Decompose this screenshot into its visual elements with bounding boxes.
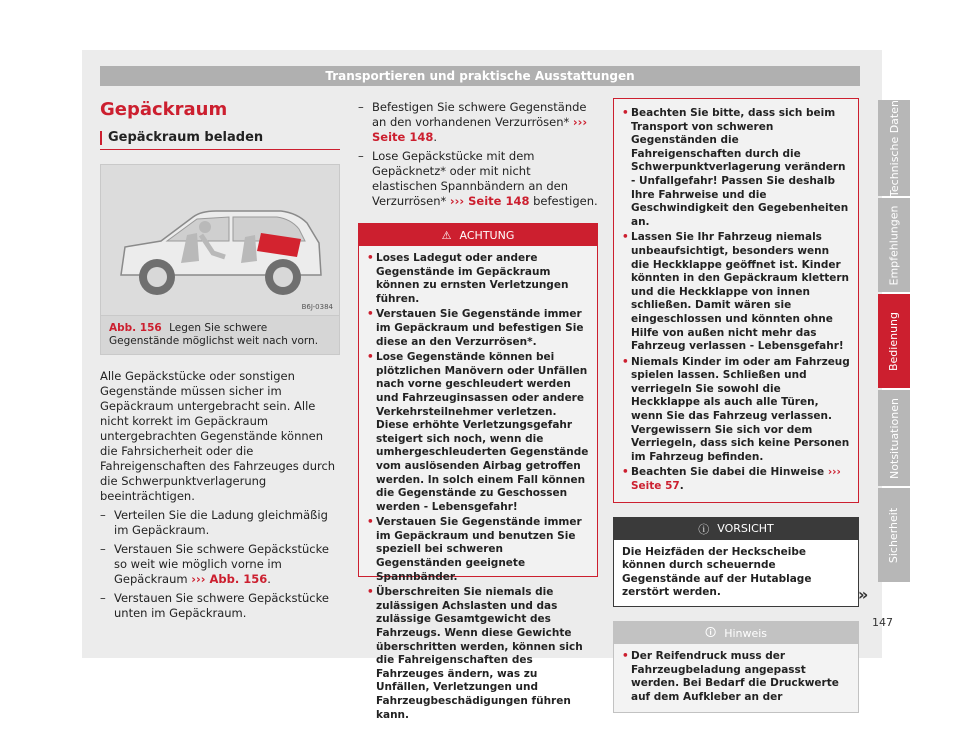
figure-number: Abb. 156: [109, 322, 162, 334]
warning-box-continued: [613, 98, 859, 503]
column-left: [100, 98, 340, 625]
warning-box: [358, 223, 598, 721]
caution-box: [613, 517, 859, 607]
list-item: – Verstauen Sie schwere Gepäckstücke unten im Gepäckraum.: [100, 591, 340, 621]
warning-heading: ACHTUNG: [459, 228, 515, 242]
page-link[interactable]: ››› Seite 148: [449, 194, 530, 208]
tab-label: Bedienung: [887, 311, 901, 371]
tab-empfehlungen[interactable]: [878, 198, 910, 292]
tab-label: Technische Daten: [887, 99, 901, 197]
figure-caption: [101, 316, 339, 354]
caution-text: Die Heizfäden der Heckscheibe können durch scheuernde Gegenstände auf der Hutablage zerstört werden.: [622, 545, 812, 599]
figure-link[interactable]: ››› Abb. 156: [191, 572, 268, 586]
loading-steps-list-cont: [358, 100, 598, 209]
car-side-view-icon: [101, 165, 339, 315]
tab-notsituationen[interactable]: [878, 390, 910, 486]
warning-bullet: • Lassen Sie Ihr Fahrzeug niemals unbeaufsichtigt, besonders wenn die Heckklappe geöffnet ist. Kinder könnten in den Gepäckraum klettern und die Heckklappe von innen schließen. Damit wären sie eingeschlossen und könnten ohne Hilfe von außen nicht mehr das Fahrzeug verlassen - Lebensgefahr!: [622, 231, 850, 353]
caution-header: [614, 518, 858, 540]
tab-technische-daten[interactable]: [878, 100, 910, 196]
column-right: [613, 98, 859, 713]
warning-bullet: • Beachten Sie bitte, dass sich beim Transport von schweren Gegenständen die Fahreigenschaften durch die Schwerpunktverlagerung verändern - Unfallgefahr! Passen Sie deshalb Ihre Fahrweise und die Geschwindigkeit den Gegebenheiten an.: [622, 107, 850, 229]
section-subtitle: [100, 130, 340, 150]
subtitle-marker: [100, 131, 102, 145]
list-item: – Lose Gepäckstücke mit dem Gepäcknetz* oder mit nicht elastischen Spannbändern an den Verzurrösen* ››› Seite 148 befestigen.: [358, 149, 598, 209]
warning-body-continued: [614, 101, 858, 502]
warning-bullet: • Überschreiten Sie niemals die zulässigen Achslasten und das zulässige Gesamtgewicht des Fahrzeugs. Wenn diese Gewichte überschritten werden, können sich die Fahreigenschaften des Fahrzeuges ändern, was zu Unfällen, Verletzungen und Fahrzeugbeschädigungen führen kann.: [367, 586, 589, 722]
tab-bedienung[interactable]: [878, 294, 910, 388]
section-title: Transportieren und praktische Ausstattungen: [325, 69, 635, 83]
warning-bullet: • Loses Ladegut oder andere Gegenstände im Gepäckraum können zu ernsten Verletzungen führen.: [367, 252, 589, 306]
caution-heading: VORSICHT: [717, 522, 774, 536]
tab-label: Empfehlungen: [887, 205, 901, 285]
car-loading-illustration: [101, 165, 339, 316]
continue-arrow-icon: »: [858, 585, 869, 604]
tab-sicherheit[interactable]: [878, 488, 910, 582]
page-link[interactable]: ››› Seite 148: [372, 115, 588, 144]
loading-steps-list: [100, 508, 340, 621]
warning-body: [359, 246, 597, 730]
note-heading: Hinweis: [724, 626, 768, 640]
page-title: Gepäckraum: [100, 99, 228, 120]
note-header: [614, 622, 858, 644]
figure-code: B6J-0384: [301, 303, 333, 311]
note-box: [613, 621, 859, 713]
note-bullet: • Der Reifendruck muss der Fahrzeugbeladung angepasst werden. Bei Bedarf die Druckwerte auf dem Aufkleber an der: [622, 650, 850, 704]
warning-bullet: • Beachten Sie dabei die Hinweise ››› Seite 57.: [622, 466, 850, 493]
figure-156: [100, 164, 340, 355]
note-info-icon: 🛈: [704, 625, 717, 639]
figure-caption-text: Legen Sie schwere Gegenstände möglichst weit nach vorn.: [109, 322, 319, 347]
warning-bullet: • Lose Gegenstände können bei plötzlichen Manövern oder Unfällen nach vorne geschleudert werden und Fahrzeuginsassen oder andere Verkehrsteilnehmer verletzen. Diese erhöhte Verletzungsgefahr steigert sich noch, wenn die umhergeschleuderten Gegenstände vom auslösenden Airbag getroffen werden. In solch einem Fall können die Gegenstände zu Geschossen werden - Lebensgefahr!: [367, 351, 589, 514]
warning-triangle-icon: ⚠: [441, 228, 452, 242]
warning-bullet: • Verstauen Sie Gegenstände immer im Gepäckraum und benutzen Sie speziell bei schweren Gegenständen geeignete Spannbänder.: [367, 516, 589, 584]
section-header: [100, 66, 860, 86]
subtitle-text: Gepäckraum beladen: [108, 130, 264, 145]
warning-bullet: • Verstauen Sie Gegenstände immer im Gepäckraum und befestigen Sie diese an den Verzurrösen*.: [367, 308, 589, 349]
tab-label: Sicherheit: [887, 507, 901, 563]
intro-paragraph: Alle Gepäckstücke oder sonstigen Gegenstände müssen sicher im Gepäckraum untergebracht sein. Alle nicht korrekt im Gepäckraum untergebrachten Gegenstände können die Fahrsicherheit oder die Fahreigenschaften des Fahrzeuges durch die Schwerpunktverlagerung beeinträchtigen.: [100, 369, 336, 503]
note-body: [614, 644, 858, 712]
warning-header: [359, 224, 597, 246]
list-item: – Befestigen Sie schwere Gegenstände an den vorhandenen Verzurrösen* ››› Seite 148.: [358, 100, 598, 145]
page-number: 147: [872, 616, 893, 629]
page-link[interactable]: ››› Seite 57: [631, 466, 841, 493]
info-circle-icon: ⓘ: [698, 522, 710, 536]
list-item: – Verstauen Sie schwere Gepäckstücke so weit wie möglich vorne im Gepäckraum ››› Abb. 156.: [100, 542, 340, 587]
tab-label: Notsituationen: [887, 397, 901, 479]
list-item: – Verteilen Sie die Ladung gleichmäßig im Gepäckraum.: [100, 508, 340, 538]
warning-bullet: • Niemals Kinder im oder am Fahrzeug spielen lassen. Schließen und verriegeln Sie sowohl die Heckklappe als auch alle Türen, wenn Sie das Fahrzeug verlassen. Vergewissern Sie sich vor dem Verriegeln, dass sich keine Personen im Fahrzeug befinden.: [622, 356, 850, 465]
column-middle: [358, 98, 598, 721]
